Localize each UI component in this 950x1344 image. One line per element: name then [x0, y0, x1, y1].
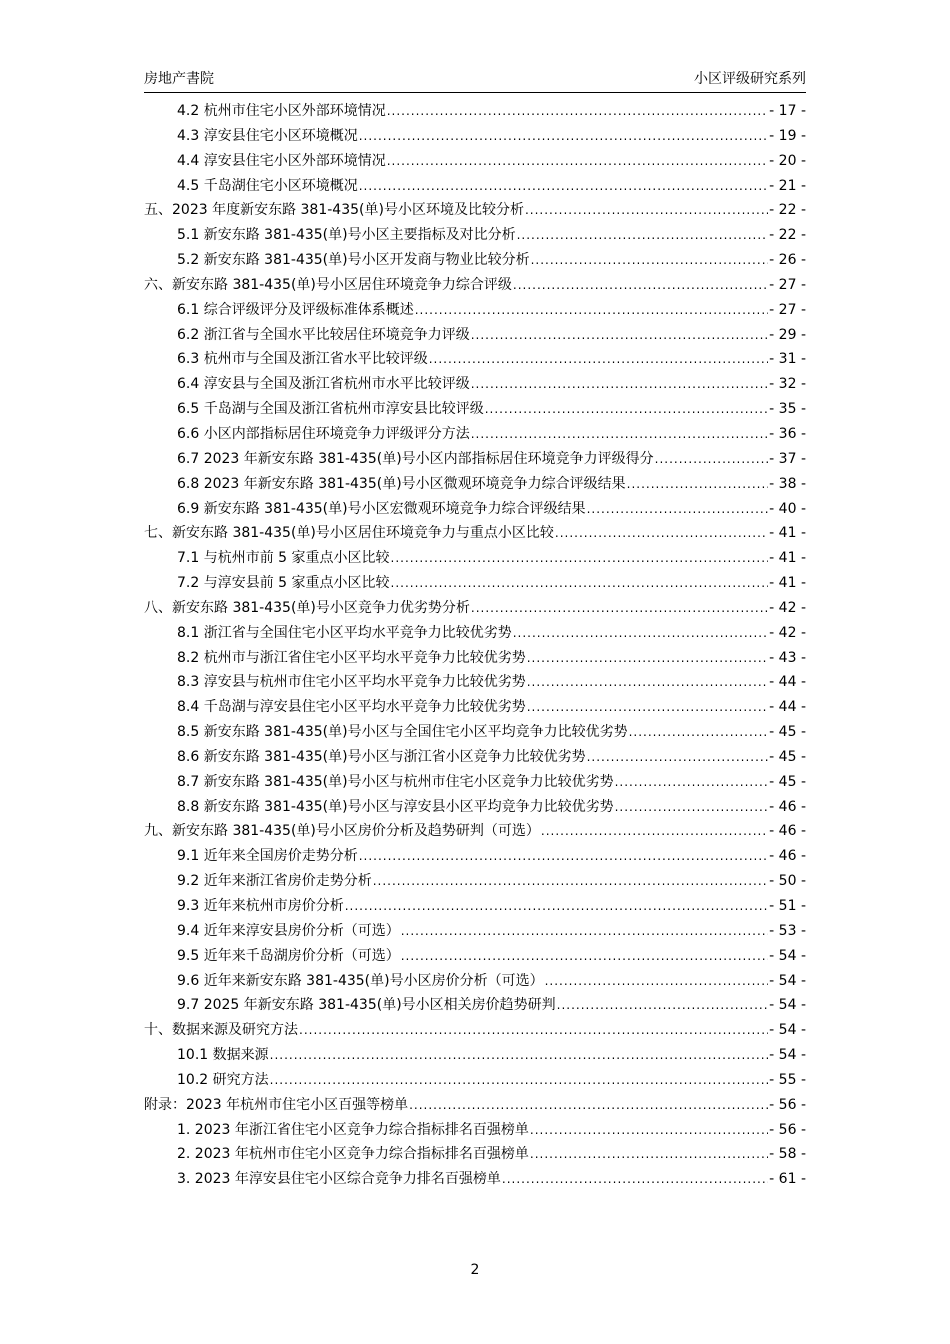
toc-entry-page: - 42 - [769, 599, 806, 616]
toc-dot-leader [401, 919, 768, 944]
toc-entry-page: - 29 - [769, 326, 806, 343]
toc-dot-leader [387, 99, 768, 124]
toc-entry-page: - 56 - [769, 1096, 806, 1113]
toc-entry[interactable] [144, 124, 806, 149]
toc-entry-title: 1. 2023 年浙江省住宅小区竞争力综合指标排名百强榜单 [177, 1121, 529, 1138]
toc-entry-title: 6.8 2023 年新安东路 381-435(单)号小区微观环境竞争力综合评级结果 [177, 475, 626, 492]
toc-entry-title: 8.7 新安东路 381-435(单)号小区与杭州市住宅小区竞争力比较优劣势 [177, 773, 614, 790]
toc-entry[interactable] [144, 521, 806, 546]
toc-entry[interactable] [144, 472, 806, 497]
toc-entry-page: - 61 - [769, 1171, 806, 1188]
toc-dot-leader [299, 1018, 768, 1043]
toc-entry-page: - 45 - [769, 773, 806, 790]
toc-entry-page: - 56 - [769, 1121, 806, 1138]
toc-entry-page: - 44 - [769, 674, 806, 691]
toc-entry-title: 六、新安东路 381-435(单)号小区居住环境竞争力综合评级 [144, 276, 512, 293]
toc-entry[interactable] [144, 497, 806, 522]
toc-dot-leader [525, 198, 768, 223]
toc-entry[interactable] [144, 298, 806, 323]
toc-dot-leader [359, 124, 768, 149]
toc-dot-leader [373, 869, 768, 894]
toc-entry[interactable] [144, 99, 806, 124]
toc-entry-page: - 41 - [769, 525, 806, 542]
toc-dot-leader [615, 770, 769, 795]
toc-entry-title: 7.1 与杭州市前 5 家重点小区比较 [177, 550, 390, 567]
toc-dot-leader [471, 323, 768, 348]
toc-dot-leader [429, 347, 768, 372]
toc-entry-title: 9.4 近年来淳安县房价分析（可选） [177, 922, 400, 939]
toc-entry[interactable] [144, 1018, 806, 1043]
toc-entry-title: 3. 2023 年淳安县住宅小区综合竞争力排名百强榜单 [177, 1171, 501, 1188]
toc-entry-title: 4.3 淳安县住宅小区环境概况 [177, 127, 358, 144]
toc-dot-leader [530, 1142, 768, 1167]
toc-entry[interactable] [144, 621, 806, 646]
toc-entry[interactable] [144, 273, 806, 298]
toc-entry-title: 8.3 淳安县与杭州市住宅小区平均水平竞争力比较优劣势 [177, 674, 526, 691]
toc-entry[interactable] [144, 372, 806, 397]
toc-entry[interactable] [144, 1167, 806, 1192]
toc-entry[interactable] [144, 919, 806, 944]
toc-dot-leader [527, 670, 768, 695]
toc-dot-leader [527, 646, 768, 671]
toc-entry-title: 9.3 近年来杭州市房价分析 [177, 898, 344, 914]
toc-entry[interactable] [144, 1142, 806, 1167]
toc-entry-page: - 53 - [769, 922, 806, 939]
toc-entry-page: - 46 - [769, 823, 806, 840]
toc-dot-leader [391, 571, 769, 596]
toc-entry-title: 七、新安东路 381-435(单)号小区居住环境竞争力与重点小区比较 [144, 525, 554, 542]
toc-dot-leader [557, 993, 769, 1018]
toc-entry-title: 9.6 近年来新安东路 381-435(单)号小区房价分析（可选） [177, 972, 544, 989]
toc-entry-title: 附录：2023 年杭州市住宅小区百强等榜单 [144, 1096, 409, 1113]
toc-entry[interactable] [144, 670, 806, 695]
toc-entry-page: - 17 - [769, 103, 806, 119]
toc-dot-leader [587, 745, 769, 770]
toc-entry-page: - 21 - [769, 177, 806, 194]
toc-dot-leader [615, 795, 769, 820]
toc-entry-page: - 35 - [769, 401, 806, 418]
table-of-contents [144, 99, 806, 1192]
toc-entry[interactable] [144, 397, 806, 422]
toc-entry-page: - 54 - [769, 972, 806, 989]
toc-entry-title: 4.4 淳安县住宅小区外部环境情况 [177, 152, 386, 169]
toc-entry[interactable] [144, 198, 806, 223]
toc-entry-page: - 45 - [769, 748, 806, 765]
toc-dot-leader [270, 1043, 769, 1068]
toc-dot-leader [471, 372, 768, 397]
toc-entry-page: - 41 - [769, 575, 806, 592]
toc-entry-title: 6.1 综合评级评分及评级标准体系概述 [177, 301, 414, 318]
toc-entry[interactable] [144, 993, 806, 1018]
toc-entry-title: 6.6 小区内部指标居住环境竞争力评级评分方法 [177, 425, 470, 442]
toc-entry-page: - 54 - [769, 947, 806, 964]
toc-entry-title: 8.2 杭州市与浙江省住宅小区平均水平竞争力比较优劣势 [177, 649, 526, 666]
toc-dot-leader [587, 497, 769, 522]
toc-entry-title: 五、2023 年度新安东路 381-435(单)号小区环境及比较分析 [144, 202, 524, 219]
toc-entry[interactable] [144, 795, 806, 820]
toc-dot-leader [359, 174, 768, 199]
toc-entry-page: - 41 - [769, 550, 806, 567]
toc-entry[interactable] [144, 174, 806, 199]
toc-entry[interactable] [144, 745, 806, 770]
toc-entry-page: - 27 - [769, 301, 806, 318]
toc-dot-leader [485, 397, 768, 422]
toc-entry-page: - 22 - [769, 227, 806, 244]
toc-dot-leader [471, 422, 768, 447]
toc-entry-page: - 45 - [769, 724, 806, 741]
toc-entry[interactable] [144, 1043, 806, 1068]
toc-entry[interactable] [144, 894, 806, 919]
toc-entry-page: - 43 - [769, 649, 806, 666]
toc-entry-page: - 36 - [769, 425, 806, 442]
toc-entry-title: 9.1 近年来全国房价走势分析 [177, 848, 358, 865]
toc-dot-leader [502, 1167, 768, 1192]
toc-entry-page: - 50 - [769, 873, 806, 890]
toc-dot-leader [513, 621, 768, 646]
toc-entry[interactable] [144, 248, 806, 273]
toc-entry[interactable] [144, 1118, 806, 1143]
toc-entry-title: 8.1 浙江省与全国住宅小区平均水平竞争力比较优劣势 [177, 624, 512, 641]
toc-entry-title: 4.2 杭州市住宅小区外部环境情况 [177, 103, 386, 119]
toc-entry-page: - 27 - [769, 276, 806, 293]
toc-entry[interactable] [144, 546, 806, 571]
toc-entry-title: 10.2 研究方法 [177, 1071, 269, 1088]
toc-entry-page: - 54 - [769, 1022, 806, 1039]
toc-entry-title: 9.5 近年来千岛湖房价分析（可选） [177, 947, 400, 964]
header-publisher: 房地产書院 [144, 71, 214, 87]
toc-entry-page: - 20 - [769, 152, 806, 169]
toc-entry[interactable] [144, 770, 806, 795]
toc-dot-leader [387, 149, 768, 174]
toc-entry[interactable] [144, 447, 806, 472]
header-series: 小区评级研究系列 [694, 71, 806, 87]
toc-entry-title: 九、新安东路 381-435(单)号小区房价分析及趋势研判（可选） [144, 823, 540, 840]
toc-entry-page: - 54 - [769, 997, 806, 1014]
toc-entry-page: - 19 - [769, 127, 806, 144]
toc-entry-title: 8.8 新安东路 381-435(单)号小区与淳安县小区平均竞争力比较优劣势 [177, 798, 614, 815]
toc-entry-page: - 26 - [769, 252, 806, 269]
toc-dot-leader [513, 273, 768, 298]
toc-entry-page: - 22 - [769, 202, 806, 219]
toc-entry[interactable] [144, 695, 806, 720]
toc-entry[interactable] [144, 347, 806, 372]
toc-entry-title: 6.2 浙江省与全国水平比较居住环境竞争力评级 [177, 326, 470, 343]
toc-entry-page: - 55 - [769, 1071, 806, 1088]
toc-entry-page: - 51 - [769, 898, 806, 914]
toc-entry-page: - 58 - [769, 1146, 806, 1163]
toc-entry[interactable] [144, 596, 806, 621]
toc-dot-leader [545, 969, 769, 994]
toc-dot-leader [401, 944, 768, 969]
toc-entry[interactable] [144, 819, 806, 844]
toc-entry-title: 9.2 近年来浙江省房价走势分析 [177, 873, 372, 890]
toc-entry-title: 6.3 杭州市与全国及浙江省水平比较评级 [177, 351, 428, 368]
toc-entry-page: - 38 - [769, 475, 806, 492]
toc-dot-leader [541, 819, 768, 844]
toc-entry[interactable] [144, 720, 806, 745]
toc-entry[interactable] [144, 1093, 806, 1118]
toc-dot-leader [517, 223, 769, 248]
toc-entry-title: 6.7 2023 年新安东路 381-435(单)号小区内部指标居住环境竞争力评级得分 [177, 450, 654, 467]
toc-dot-leader [270, 1068, 769, 1093]
toc-entry-title: 八、新安东路 381-435(单)号小区竞争力优劣势分析 [144, 599, 470, 616]
toc-entry-title: 9.7 2025 年新安东路 381-435(单)号小区相关房价趋势研判 [177, 997, 556, 1014]
toc-entry[interactable] [144, 969, 806, 994]
toc-dot-leader [655, 447, 769, 472]
toc-dot-leader [359, 844, 768, 869]
toc-dot-leader [527, 695, 768, 720]
page-header [144, 64, 806, 93]
toc-entry-title: 8.4 千岛湖与淳安县住宅小区平均水平竞争力比较优劣势 [177, 699, 526, 716]
toc-entry-page: - 32 - [769, 376, 806, 393]
toc-entry-title: 十、数据来源及研究方法 [144, 1022, 298, 1039]
toc-entry[interactable] [144, 844, 806, 869]
toc-dot-leader [627, 472, 769, 497]
toc-entry[interactable] [144, 869, 806, 894]
toc-entry-title: 6.9 新安东路 381-435(单)号小区宏微观环境竞争力综合评级结果 [177, 500, 586, 517]
toc-entry-title: 8.6 新安东路 381-435(单)号小区与浙江省小区竞争力比较优劣势 [177, 748, 586, 765]
toc-dot-leader [629, 720, 769, 745]
toc-dot-leader [555, 521, 768, 546]
toc-entry-page: - 31 - [769, 351, 806, 368]
toc-entry-title: 2. 2023 年杭州市住宅小区竞争力综合指标排名百强榜单 [177, 1146, 529, 1163]
toc-entry[interactable] [144, 571, 806, 596]
toc-dot-leader [409, 1093, 768, 1118]
toc-entry-page: - 42 - [769, 624, 806, 641]
toc-entry-title: 10.1 数据来源 [177, 1047, 269, 1064]
toc-entry-page: - 44 - [769, 699, 806, 716]
toc-entry-page: - 37 - [769, 450, 806, 467]
toc-entry[interactable] [144, 223, 806, 248]
toc-entry-title: 6.4 淳安县与全国及浙江省杭州市水平比较评级 [177, 376, 470, 393]
toc-dot-leader [415, 298, 768, 323]
toc-entry[interactable] [144, 646, 806, 671]
toc-dot-leader [345, 894, 768, 919]
toc-entry[interactable] [144, 149, 806, 174]
toc-dot-leader [391, 546, 769, 571]
toc-entry-page: - 46 - [769, 848, 806, 865]
toc-entry[interactable] [144, 1068, 806, 1093]
toc-entry-title: 6.5 千岛湖与全国及浙江省杭州市淳安县比较评级 [177, 401, 484, 418]
toc-entry[interactable] [144, 944, 806, 969]
toc-entry-title: 5.1 新安东路 381-435(单)号小区主要指标及对比分析 [177, 227, 516, 244]
toc-entry-page: - 40 - [769, 500, 806, 517]
toc-dot-leader [531, 248, 769, 273]
toc-entry[interactable] [144, 323, 806, 348]
toc-dot-leader [471, 596, 768, 621]
toc-entry-title: 7.2 与淳安县前 5 家重点小区比较 [177, 575, 390, 592]
toc-entry-title: 4.5 千岛湖住宅小区环境概况 [177, 177, 358, 194]
page-number: 2 [470, 1262, 480, 1278]
toc-dot-leader [530, 1118, 768, 1143]
toc-entry[interactable] [144, 422, 806, 447]
toc-entry-title: 8.5 新安东路 381-435(单)号小区与全国住宅小区平均竞争力比较优劣势 [177, 724, 628, 741]
toc-entry-page: - 46 - [769, 798, 806, 815]
toc-entry-title: 5.2 新安东路 381-435(单)号小区开发商与物业比较分析 [177, 252, 530, 269]
toc-entry-page: - 54 - [769, 1047, 806, 1064]
